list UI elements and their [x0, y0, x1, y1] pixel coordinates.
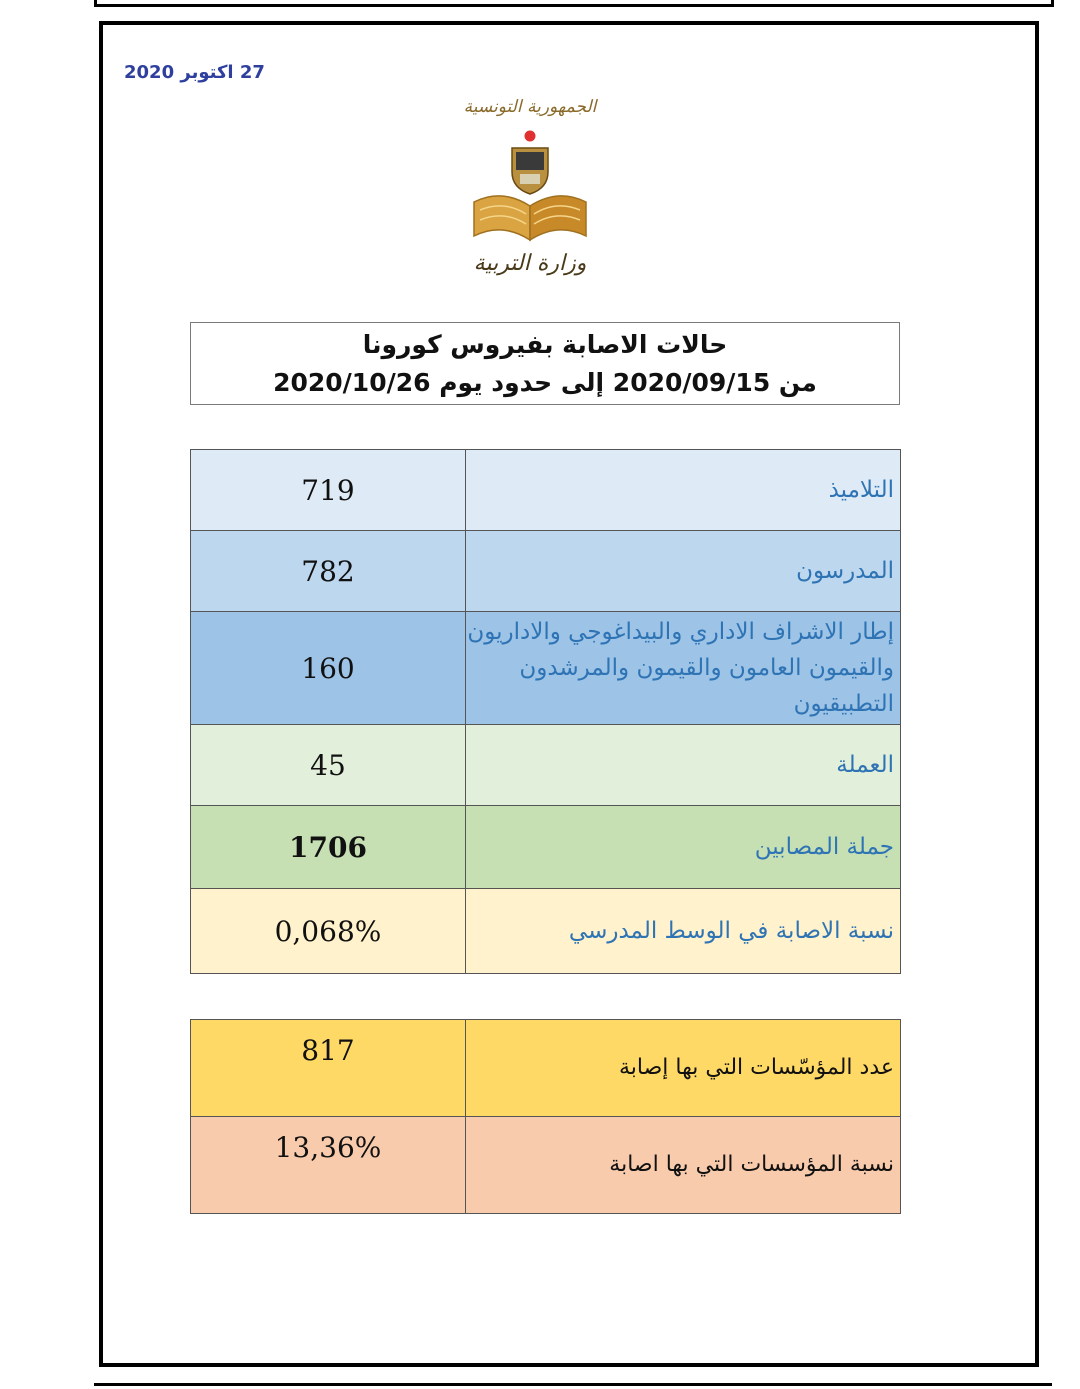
cell-label: إطار الاشراف الاداري والبيداغوجي والاداريون والقيمون العامون والقيمون والمرشدون التطبيقيون	[465, 612, 900, 725]
cell-label: المدرسون	[465, 531, 900, 612]
table-row	[191, 612, 901, 725]
report-title-box	[190, 322, 900, 405]
cell-value: 719	[191, 450, 466, 531]
cell-label: جملة المصابين	[465, 806, 900, 889]
cell-label: نسبة الاصابة في الوسط المدرسي	[465, 889, 900, 974]
top-frame-edge	[94, 0, 1054, 7]
cell-label: التلاميذ	[465, 450, 900, 531]
cell-label: عدد المؤسّسات التي بها إصابة	[465, 1020, 900, 1117]
table-row	[191, 889, 901, 974]
cell-value: 13,36%	[191, 1117, 466, 1214]
cell-value: 782	[191, 531, 466, 612]
logo-bottom-text: وزارة التربية	[473, 251, 587, 276]
table-row	[191, 531, 901, 612]
table-row	[191, 725, 901, 806]
cell-value: 0,068%	[191, 889, 466, 974]
table-row	[191, 450, 901, 531]
report-title: حالات الاصابة بفيروس كورونا	[362, 330, 728, 359]
institutions-table	[190, 1019, 901, 1214]
document-date: 27 اكتوبر 2020	[124, 62, 265, 83]
cell-label: العملة	[465, 725, 900, 806]
cell-label: نسبة المؤسسات التي بها اصابة	[465, 1117, 900, 1214]
cell-value: 160	[191, 612, 466, 725]
ministry-logo	[450, 90, 610, 285]
cell-value: 45	[191, 725, 466, 806]
report-period: من 2020/09/15 إلى حدود يوم 2020/10/26	[273, 368, 817, 397]
table-row-total	[191, 806, 901, 889]
cases-table	[190, 449, 901, 974]
bottom-rule	[94, 1383, 1052, 1386]
cell-value: 817	[191, 1020, 466, 1117]
table-row	[191, 1117, 901, 1214]
cell-value: 1706	[191, 806, 466, 889]
table-row	[191, 1020, 901, 1117]
logo-top-text: الجمهورية التونسية	[463, 97, 597, 117]
